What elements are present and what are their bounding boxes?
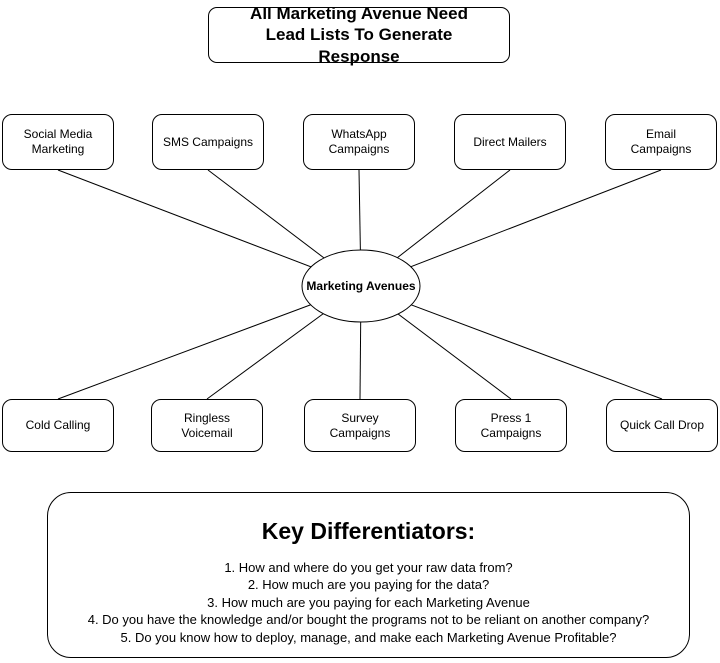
node-sms-campaigns — [152, 114, 264, 170]
hub-label: Marketing Avenues — [306, 279, 416, 293]
node-quick-call-drop — [606, 399, 718, 452]
node-social-media-marketing — [2, 114, 114, 170]
node-label: Cold Calling — [25, 418, 91, 432]
diagram-title: All Marketing Avenue Need Lead Lists To Generate Response — [250, 4, 468, 66]
node-label: Ringless Voicemail — [181, 410, 233, 440]
node-email-campaigns — [605, 114, 717, 170]
node-whatsapp-campaigns — [303, 114, 415, 170]
node-ringless-voicemail — [151, 399, 263, 452]
node-label: Email Campaigns — [630, 127, 692, 156]
key-differentiators-heading: Key Differentiators: — [261, 518, 476, 544]
key-differentiators-list — [48, 559, 689, 647]
node-label: Survey Campaigns — [329, 410, 391, 440]
key-differentiators-item: 1. How and where do you get your raw data from? — [224, 559, 513, 575]
node-cold-calling — [2, 399, 114, 452]
key-differentiators-item: 3. How much are you paying for each Marketing Avenue — [207, 594, 530, 610]
node-label: SMS Campaigns — [162, 134, 254, 149]
key-differentiators-item: 4. Do you have the knowledge and/or bought the programs not to be reliant on another company? — [87, 612, 650, 628]
key-differentiators-item: 5. Do you know how to deploy, manage, and make each Marketing Avenue Profitable? — [120, 629, 617, 645]
node-direct-mailers — [454, 114, 566, 170]
node-label: Direct Mailers — [473, 134, 547, 149]
node-label: Social Media Marketing — [23, 127, 93, 156]
node-survey-campaigns — [304, 399, 416, 452]
key-differentiators-box — [47, 492, 690, 658]
node-label: Quick Call Drop — [619, 418, 705, 432]
hub-label-container — [302, 250, 420, 322]
diagram-title-box — [208, 4, 510, 66]
node-label: WhatsApp Campaigns — [328, 127, 390, 156]
node-label: Press 1 Campaigns — [480, 410, 542, 440]
node-press-1-campaigns — [455, 399, 567, 452]
key-differentiators-item: 2. How much are you paying for the data? — [247, 577, 490, 593]
